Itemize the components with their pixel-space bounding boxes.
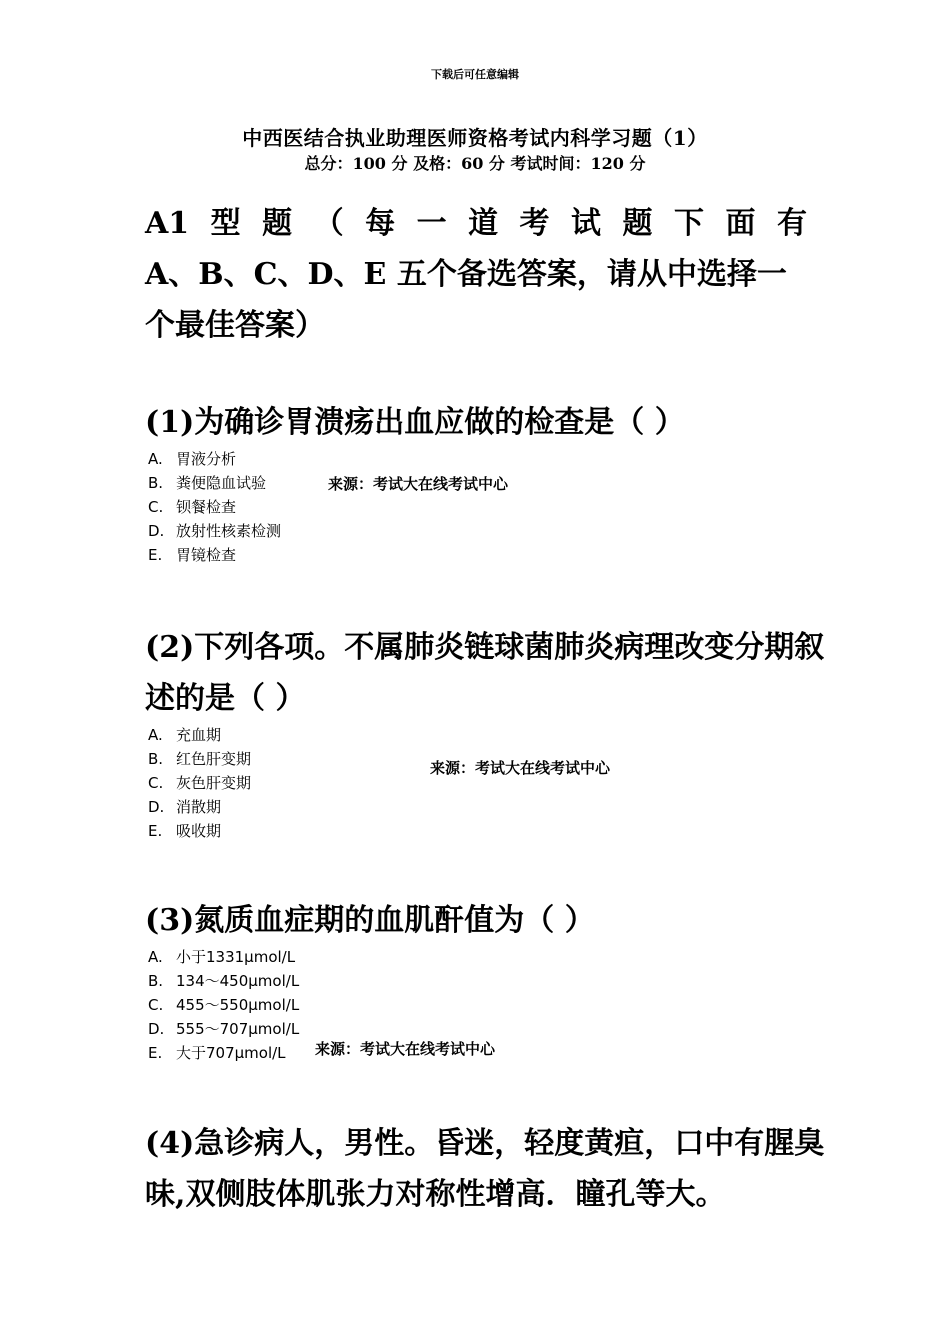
- section-heading: [145, 198, 807, 351]
- option-a: A. 小于1331μmol/L: [148, 948, 296, 966]
- option-a: A. 充血期: [148, 726, 222, 744]
- question-2-source: 来源：考试大在线考试中心: [430, 759, 611, 777]
- section-char: 下: [674, 206, 704, 241]
- section-char: 面: [725, 206, 756, 241]
- question-2-options: [148, 723, 251, 843]
- question-1-stem: (1)为确诊胃溃疡出血应做的检查是（ ）: [145, 405, 685, 440]
- option-c: C. 钡餐检查: [148, 498, 237, 516]
- option-c: C. 455～550μmol/L: [148, 996, 300, 1014]
- question-3-source: 来源：考试大在线考试中心: [315, 1040, 496, 1058]
- option-b: B. 134～450μmol/L: [148, 972, 300, 990]
- section-char: （: [313, 206, 344, 241]
- download-watermark: 下载后可任意编辑: [431, 68, 519, 81]
- section-char: 题: [262, 206, 293, 241]
- option-c: C. 灰色肝变期: [148, 774, 252, 792]
- section-heading-line1: [145, 198, 807, 249]
- page-title: 中西医结合执业助理医师资格考试内科学习题（1）: [242, 126, 708, 150]
- section-char: 道: [468, 206, 499, 241]
- section-heading-line2: A、B、C、D、E 五个备选答案，请从中选择一: [145, 257, 787, 292]
- section-char: 题: [622, 206, 653, 241]
- option-d: D. 555～707μmol/L: [148, 1020, 300, 1038]
- option-d: D. 消散期: [148, 798, 222, 816]
- section-char: 型: [210, 206, 241, 241]
- option-a: A. 胃液分析: [148, 450, 237, 468]
- question-1-options: [148, 447, 281, 567]
- option-b: B. 红色肝变期: [148, 750, 252, 768]
- section-char: 每: [365, 206, 396, 241]
- section-char: 一: [416, 206, 447, 241]
- section-char: 试: [571, 206, 602, 241]
- question-2-stem: (2)下列各项。不属肺炎链球菌肺炎病理改变分期叙述的是（ ）: [145, 630, 825, 716]
- section-char: 考: [519, 206, 550, 241]
- option-e: E. 大于707μmol/L: [148, 1044, 286, 1062]
- question-3-stem: (3)氮质血症期的血肌酐值为（ ）: [145, 903, 595, 938]
- option-b: B. 粪便隐血试验: [148, 474, 267, 492]
- question-1-source: 来源：考试大在线考试中心: [328, 475, 509, 493]
- option-d: D. 放射性核素检测: [148, 522, 282, 540]
- option-e: E. 胃镜检查: [148, 546, 237, 564]
- section-char: 有: [776, 206, 807, 241]
- option-e: E. 吸收期: [148, 822, 222, 840]
- question-3-options: [148, 945, 299, 1065]
- section-heading-line3: 个最佳答案）: [145, 308, 325, 343]
- section-char: A1: [145, 206, 190, 241]
- exam-meta: 总分：100 分 及格：60 分 考试时间：120 分: [304, 154, 646, 173]
- question-4-stem: (4)急诊病人，男性。昏迷，轻度黄疸，口中有腥臭味,双侧肢体肌张力对称性增高．瞳孔等大。: [145, 1126, 825, 1212]
